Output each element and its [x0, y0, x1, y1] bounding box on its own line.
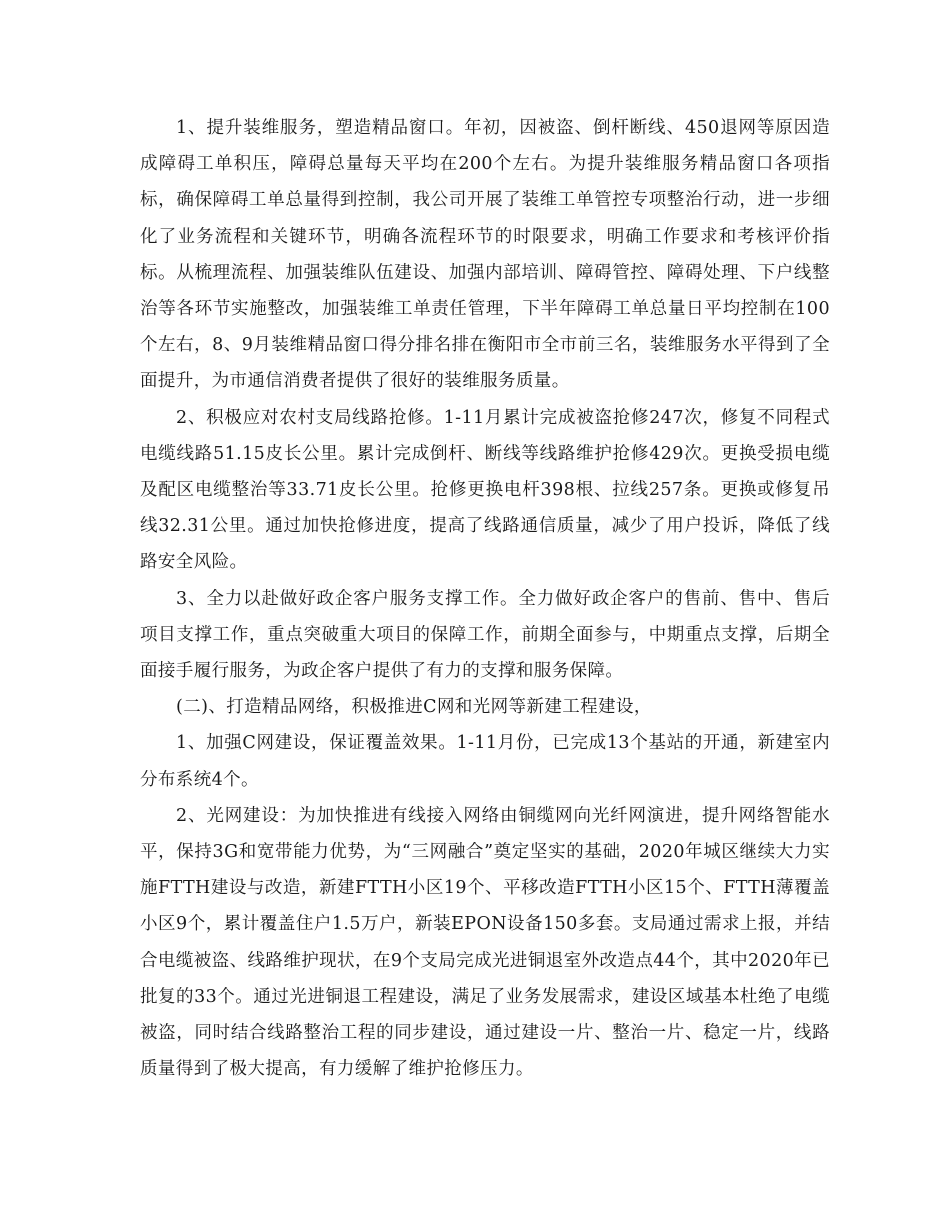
section-heading-network: (二)、打造精品网络，积极推进C网和光网等新建工程建设，	[176, 697, 652, 718]
paragraph-fiber-network: 2、光网建设：为加快推进有线接入网络由铜缆网向光纤网演进，提升网络智能水平，保持3G和宽带能力优势，为“三网融合”奠定坚实的基础，2020年城区继续大力实施FTTH建设与改造，新建FTTH小区19个、平移改造FTTH小区15个、FTTH薄覆盖小区9个，累计覆盖住户1.5万户，新装EPON设备150多套。支局通过需求上报，并结合电缆被盗、线路维护现状，在9个支局完成光进铜退室外改造点44个，其中2020年已批复的33个。通过光进铜退工程建设，满足了业务发展需求，建设区域基本杜绝了电缆被盗，同时结合线路整治工程的同步建设，通过建设一片、整治一片、稳定一片，线路质量得到了极大提高，有力缓解了维护抢修压力。	[140, 805, 830, 1080]
paragraph-c-network: 1、加强C网建设，保证覆盖效果。1-11月份，已完成13个基站的开通，新建室内分布系统4个。	[140, 733, 830, 790]
paragraph-rural-line-repair: 2、积极应对农村支局线路抢修。1-11月累计完成被盗抢修247次，修复不同程式电缆线路51.15皮长公里。累计完成倒杆、断线等线路维护抢修429次。更换受损电缆及配区电缆整治等33.71皮长公里。抢修更换电杆398根、拉线257条。更换或修复吊线32.31公里。通过加快抢修进度，提高了线路通信质量，减少了用户投诉，降低了线路安全风险。	[140, 407, 830, 573]
paragraph-installation-service: 1、提升装维服务，塑造精品窗口。年初，因被盗、倒杆断线、450退网等原因造成障碍工单积压，障碍总量每天平均在200个左右。为提升装维服务精品窗口各项指标，确保障碍工单总量得到控制，我公司开展了装维工单管控专项整治行动，进一步细化了业务流程和关键环节，明确各流程环节的时限要求，明确工作要求和考核评价指标。从梳理流程、加强装维队伍建设、加强内部培训、障碍管控、障碍处理、下户线整治等各环节实施整改，加强装维工单责任管理，下半年障碍工单总量日平均控制在100个左右，8、9月装维精品窗口得分排名排在衡阳市全市前三名，装维服务水平得到了全面提升，为市通信消费者提供了很好的装维服务质量。	[140, 118, 830, 392]
paragraph-enterprise-support: 3、全力以赴做好政企客户服务支撑工作。全力做好政企客户的售前、售中、售后项目支撑工作，重点突破重大项目的保障工作，前期全面参与，中期重点支撑，后期全面接手履行服务，为政企客户提供了有力的支撑和服务保障。	[140, 588, 830, 682]
document-body	[140, 110, 830, 1087]
